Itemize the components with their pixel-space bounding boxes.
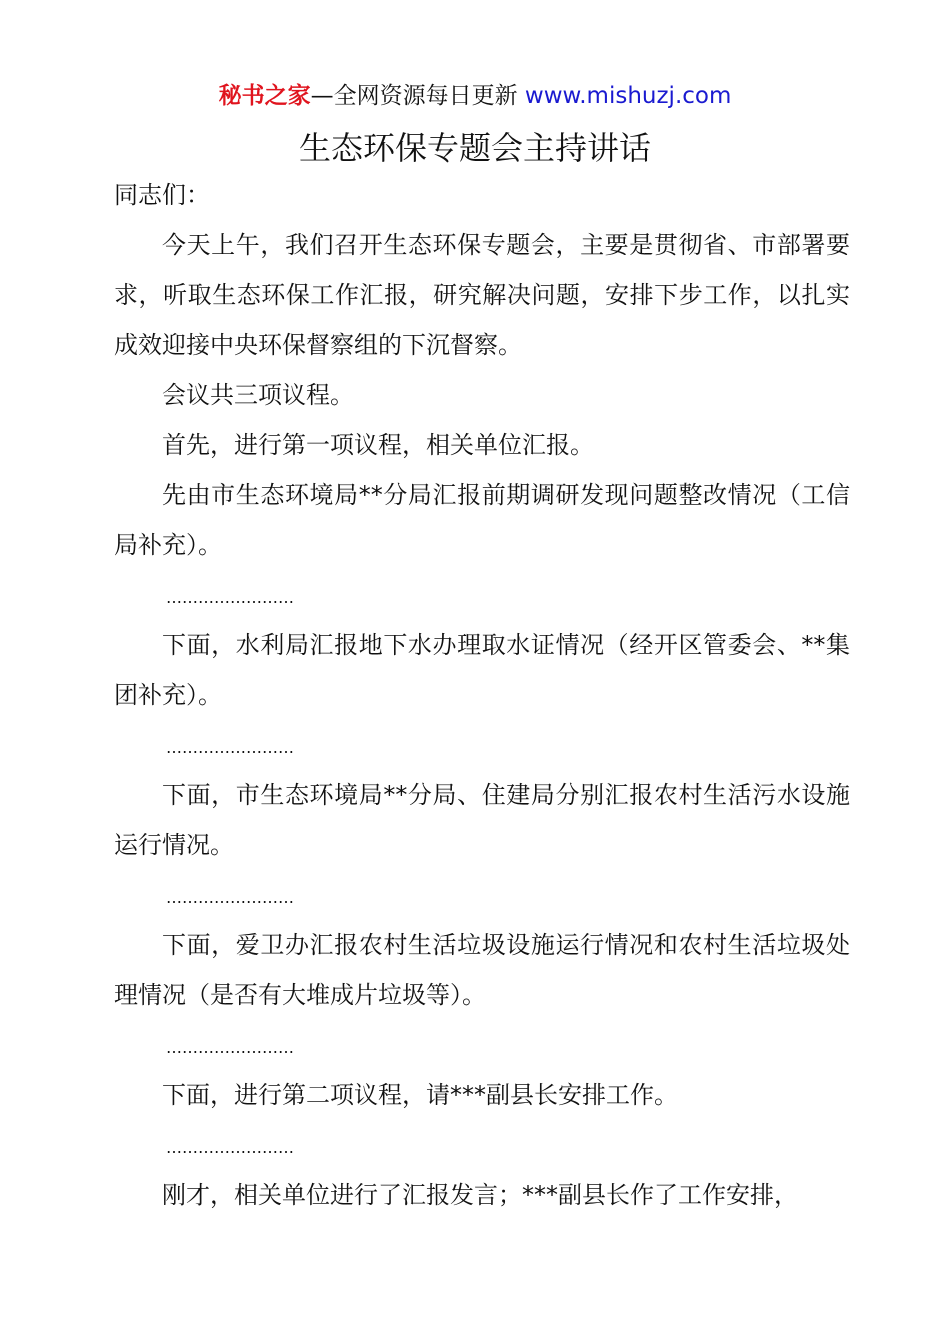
paragraph: 下面，爱卫办汇报农村生活垃圾设施运行情况和农村生活垃圾处理情况（是否有大堆成片垃圾等）。 bbox=[114, 931, 850, 1009]
paragraph: 下面，市生态环境局**分局、住建局分别汇报农村生活污水设施运行情况。 bbox=[114, 781, 850, 859]
document-title: 生态环保专题会主持讲话 bbox=[298, 129, 651, 167]
paragraph: 会议共三项议程。 bbox=[162, 381, 354, 409]
ellipsis-separator: …………………… bbox=[166, 738, 294, 757]
header-tagline: —全网资源每日更新 bbox=[310, 83, 525, 109]
ellipsis-separator: …………………… bbox=[166, 888, 294, 907]
paragraph: 今天上午，我们召开生态环保专题会，主要是贯彻省、市部署要求，听取生态环保工作汇报，研究解决问题，安排下步工作，以扎实成效迎接中央环保督察组的下沉督察。 bbox=[114, 231, 850, 359]
paragraph: 首先，进行第一项议程，相关单位汇报。 bbox=[162, 431, 594, 459]
paragraph: 下面，进行第二项议程，请***副县长安排工作。 bbox=[162, 1081, 678, 1109]
ellipsis-separator: …………………… bbox=[166, 588, 294, 607]
ellipsis-separator: …………………… bbox=[166, 1138, 294, 1157]
site-url-link[interactable]: www.mishuzj.com bbox=[524, 83, 732, 109]
ellipsis-separator: …………………… bbox=[166, 1038, 294, 1057]
paragraph: 刚才，相关单位进行了汇报发言；***副县长作了工作安排， bbox=[162, 1181, 798, 1209]
site-header bbox=[0, 80, 950, 112]
brand-name: 秘书之家 bbox=[218, 83, 311, 109]
paragraph: 下面，水利局汇报地下水办理取水证情况（经开区管委会、**集团补充）。 bbox=[114, 631, 850, 709]
paragraph: 先由市生态环境局**分局汇报前期调研发现问题整改情况（工信局补充）。 bbox=[114, 481, 850, 559]
salutation: 同志们： bbox=[114, 181, 210, 209]
document-body bbox=[114, 170, 850, 1220]
